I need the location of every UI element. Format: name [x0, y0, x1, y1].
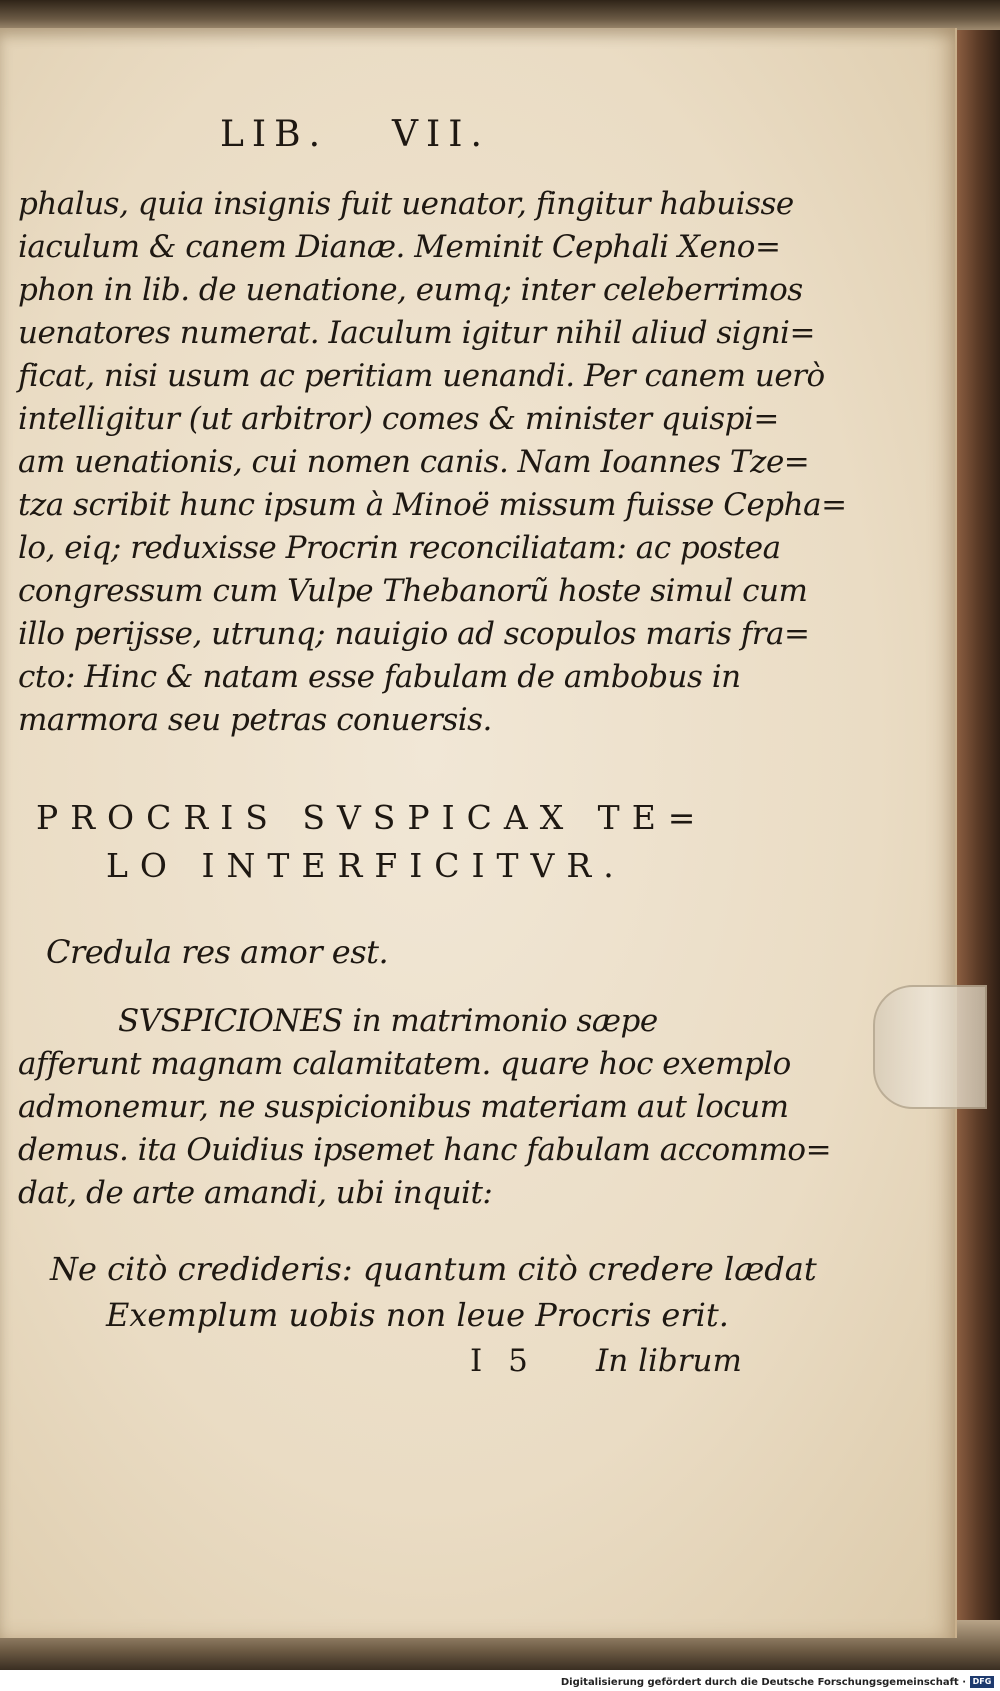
- dfg-logo: DFG: [970, 1676, 994, 1688]
- verse-line: Exemplum uobis non leue Procris erit.: [106, 1296, 729, 1334]
- text-line: congressum cum Vulpe Thebanorũ hoste simul cum: [18, 573, 808, 609]
- text-line: SVSPICIONES in matrimonio sæpe: [118, 1003, 658, 1039]
- bookmark-tab: [873, 985, 987, 1109]
- text-line: iaculum & canem Dianæ. Meminit Cephali Xeno=: [18, 229, 781, 265]
- verse-line: Ne citò credideris: quantum citò credere lædat: [50, 1250, 817, 1288]
- section-heading-line2: LO INTERFICITVR.: [106, 846, 626, 885]
- text-line: demus. ita Ouidius ipsemet hanc fabulam accommo=: [18, 1132, 832, 1168]
- text-line: lo, eiq; reduxisse Procrin reconciliatam: ac postea: [18, 530, 781, 566]
- text-line: uenatores numerat. Iaculum igitur nihil aliud signi=: [18, 315, 815, 351]
- motto: Credula res amor est.: [46, 933, 389, 971]
- running-head: [220, 114, 554, 155]
- text-line: afferunt magnam calamitatem. quare hoc exemplo: [18, 1046, 791, 1082]
- text-line: intelligitur (ut arbitror) comes & minister quispi=: [18, 401, 779, 437]
- text-line: am uenationis, cui nomen canis. Nam Ioannes Tze=: [18, 444, 810, 480]
- text-line: dat, de arte amandi, ubi inquit:: [18, 1175, 493, 1211]
- footer-credit: Digitalisierung gefördert durch die Deutsche Forschungsgemeinschaft ·: [560, 1677, 966, 1688]
- text-line: phon in lib. de uenatione, eumq; inter celeberrimos: [18, 272, 803, 308]
- catchword: In librum: [596, 1343, 742, 1379]
- text-line: tza scribit hunc ipsum à Minoë missum fuisse Cepha=: [18, 487, 847, 523]
- text-line: marmora seu petras conuersis.: [18, 702, 492, 738]
- text-line: admonemur, ne suspicionibus materiam aut locum: [18, 1089, 789, 1125]
- running-head-right: VII.: [392, 114, 490, 155]
- footer-bar: [0, 1670, 1000, 1691]
- page-text: [0, 28, 955, 1638]
- signature-mark: I 5: [470, 1343, 536, 1379]
- text-line: cto: Hinc & natam esse fabulam de ambobus in: [18, 659, 741, 695]
- text-line: ficat, nisi usum ac peritiam uenandi. Per canem uerò: [18, 358, 825, 394]
- text-line: illo perijsse, utrunq; nauigio ad scopulos maris fra=: [18, 616, 810, 652]
- text-line: phalus, quia insignis fuit uenator, fingitur habuisse: [18, 186, 794, 222]
- paper-page: [0, 28, 957, 1638]
- running-head-left: LIB.: [220, 114, 329, 155]
- section-heading-line1: PROCRIS SVSPICAX TE=: [36, 798, 708, 837]
